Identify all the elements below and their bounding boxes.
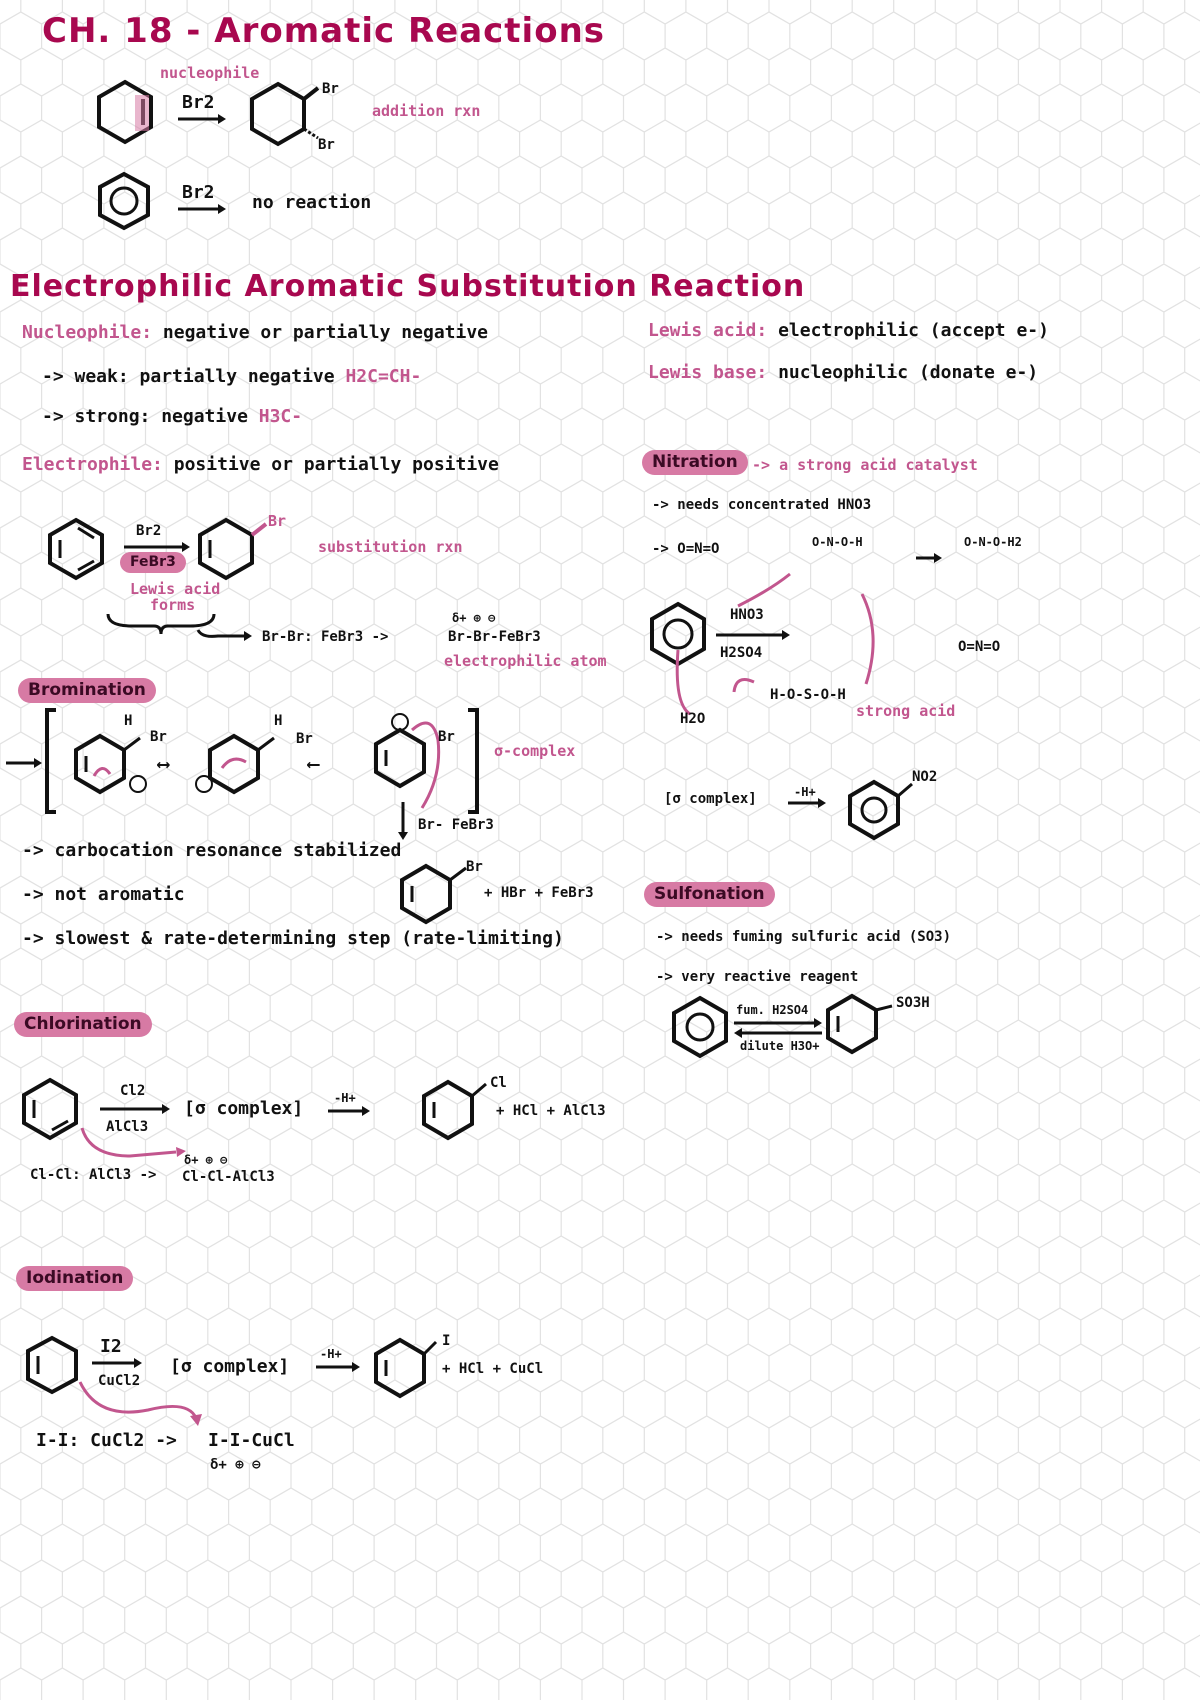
benzenesulfonic-acid-product: [824, 992, 904, 1058]
bromine-mechanism-text: Br-Br: FeBr3 ->: [262, 629, 389, 645]
chlorination-complex: Cl-Cl-AlCl3: [182, 1169, 275, 1185]
product-br-top: Br: [322, 81, 339, 97]
sulfuric-acid-sketch: H-O-S-O-H: [770, 687, 846, 703]
benzene-ring: [48, 518, 110, 582]
lewis-acid-note2: forms: [150, 596, 196, 614]
product-br-label: Br: [268, 512, 287, 530]
iodination-sigma: [σ complex]: [170, 1356, 290, 1377]
sigma-complex-resonance-3: [372, 716, 468, 796]
benzene-ring: [22, 1078, 84, 1142]
iodination-curved-arrow: [78, 1380, 208, 1430]
weak-example: H2C=CH-: [345, 366, 422, 387]
iodo-group: I: [442, 1333, 451, 1349]
chlorination-label: Chlorination: [14, 1012, 152, 1037]
bromine-complex: Br-Br-FeBr3: [448, 629, 541, 645]
addition-rxn-note: addition rxn: [372, 102, 481, 120]
chlorination-reagent-top: Cl2: [120, 1083, 146, 1099]
arrow-icon: [92, 1358, 142, 1368]
arrow-icon: [328, 1106, 370, 1116]
arrow-icon: [178, 204, 226, 214]
bromination-final: + HBr + FeBr3: [484, 885, 594, 901]
nitration-note: -> a strong acid catalyst: [752, 456, 978, 474]
arrow-icon: [788, 798, 826, 808]
lewis-base-def: nucleophilic (donate e-): [778, 362, 1039, 383]
sulfonation-bullet-1: -> needs fuming sulfuric acid (SO3): [656, 929, 952, 945]
sigma-complex-resonance-1: [72, 732, 162, 802]
chlorination-sigma: [σ complex]: [184, 1098, 304, 1119]
bromination-bullet-1: -> carbocation resonance stabilized: [22, 840, 402, 861]
right-bracket-icon: [466, 708, 480, 816]
iodination-deprot: -H+: [320, 1347, 342, 1361]
resonance-arrow-2: ⟵: [308, 754, 319, 775]
product-br-bottom: Br: [318, 137, 335, 153]
strong-label: -> strong: negative: [42, 406, 248, 427]
product-br-final: Br: [466, 859, 483, 875]
chlorination-deprot: -H+: [334, 1091, 356, 1105]
down-arrow-icon: [398, 802, 408, 840]
weak-label: -> weak: partially negative: [42, 366, 335, 387]
nitric-acid-sketch: O-N-O-H: [812, 535, 863, 549]
equilibrium-arrows-icon: [734, 1018, 824, 1038]
chlorination-curved-arrow: [80, 1126, 190, 1166]
nitro-group: NO2: [912, 769, 938, 785]
chlorination-reagent-bottom: AlCl3: [106, 1119, 149, 1135]
sulfuric-note: strong acid: [856, 702, 956, 720]
nitration-bullet-1: -> needs concentrated HNO3: [652, 497, 872, 513]
sigma-br-1: Br: [150, 729, 167, 745]
strong-example: H3C-: [258, 406, 303, 427]
electrophile-definition: [22, 456, 499, 474]
nitronium-ion: O=N=O: [958, 639, 1001, 655]
sigma-complex-note: σ-complex: [494, 742, 576, 760]
reagent-br2-second: Br2: [182, 182, 215, 203]
electrophilic-atom-note: electrophilic atom: [444, 652, 607, 670]
nucleophile-annotation: nucleophile: [160, 64, 260, 82]
iodination-final: + HCl + CuCl: [442, 1361, 544, 1377]
nitration-reagent-top: HNO3: [730, 607, 764, 623]
strong-nucleophile-line: [42, 408, 302, 426]
weak-nucleophile-line: [42, 368, 421, 386]
bromine-complex-charges: δ+ ⊕ ⊖: [452, 611, 496, 625]
nitration-deprot: -H+: [794, 785, 816, 799]
resonance-arrow-1: ⟷: [158, 754, 169, 775]
substitution-rxn-note: substitution rxn: [318, 538, 463, 556]
reagent-br2-top: Br2: [182, 92, 215, 113]
iodobenzene-product: [372, 1333, 452, 1400]
bromination-label: Bromination: [18, 678, 156, 703]
sigma-complex-resonance-2: [206, 732, 296, 802]
benzene-ring: [672, 996, 734, 1058]
bromobenzene-molecule: [198, 518, 268, 582]
iodination-reagent-top: I2: [100, 1336, 122, 1357]
sigma-h-1: H: [124, 713, 133, 729]
eas-heading: Electrophilic Aromatic Substitution Reaction: [10, 269, 806, 304]
arrow-icon: [198, 628, 254, 642]
iodination-reagent-bottom: CuCl2: [98, 1373, 141, 1389]
nitration-sigma-complex: [σ complex]: [664, 791, 757, 807]
sulfonation-forward-reagent: fum. H2SO4: [736, 1003, 809, 1017]
sigma-h-2: H: [274, 713, 283, 729]
arrow-icon: [124, 542, 190, 552]
nitration-bullet-2: -> O=N=O: [652, 541, 720, 557]
chlorobenzene-product: [420, 1078, 500, 1142]
sulfonation-label: Sulfonation: [644, 882, 775, 907]
protonated-nitric-sketch: O-N-O-H2: [964, 535, 1022, 549]
left-bracket-icon: [44, 708, 58, 816]
dibromocyclohexane-molecule: [248, 82, 318, 152]
chlorination-final: + HCl + AlCl3: [496, 1103, 606, 1119]
arrow-icon: [316, 1362, 360, 1372]
iodination-charges: δ+ ⊕ ⊖: [210, 1457, 261, 1473]
sulfonation-reverse-reagent: dilute H3O+: [740, 1039, 820, 1053]
lewis-acid-def: electrophilic (accept e-): [778, 320, 1049, 341]
lewis-acid-definition: [648, 322, 1049, 340]
sigma-br-2: Br: [296, 731, 313, 747]
nitration-label: Nitration: [642, 450, 748, 475]
bromination-bullet-2: -> not aromatic: [22, 884, 185, 905]
chlorination-charges: δ+ ⊕ ⊖: [184, 1153, 228, 1167]
benzene-ring: [98, 172, 158, 234]
chloro-group: Cl: [490, 1075, 507, 1091]
bromination-reagent-top: Br2: [136, 523, 162, 539]
lewis-base-definition: [648, 364, 1038, 382]
iodination-complex: I-I-CuCl: [208, 1430, 295, 1451]
sulfonic-group: SO3H: [896, 995, 930, 1011]
arrow-icon: [100, 1104, 170, 1114]
lewis-acid-term: Lewis acid:: [648, 320, 768, 341]
no-reaction-note: no reaction: [252, 192, 372, 213]
iodination-mechanism: I-I: CuCl2 ->: [36, 1430, 177, 1451]
arrow-icon: [178, 114, 226, 124]
water-sketch: H2O: [680, 711, 706, 727]
iodination-label: Iodination: [16, 1266, 133, 1291]
lewis-base-term: Lewis base:: [648, 362, 768, 383]
sulfonation-bullet-2: -> very reactive reagent: [656, 969, 859, 985]
bromination-reagent-bottom-pill: FeBr3: [120, 552, 186, 573]
nucleophile-definition: [22, 324, 488, 342]
page-title: CH. 18 - Aromatic Reactions: [42, 11, 606, 51]
lewis-acid-note: Lewis acid: [130, 580, 221, 598]
bromination-base: Br- FeBr3: [418, 817, 494, 833]
nucleophile-term: Nucleophile:: [22, 322, 153, 343]
nitration-reagent-bottom: H2SO4: [720, 645, 763, 661]
arrow-icon: [6, 758, 42, 768]
bromination-bullet-3: -> slowest & rate-determining step (rate-limiting): [22, 928, 564, 949]
chlorination-mechanism: Cl-Cl: AlCl3 ->: [30, 1167, 157, 1183]
cyclohexene-molecule: [95, 80, 165, 150]
electrophile-term: Electrophile:: [22, 454, 163, 475]
electrophile-def: positive or partially positive: [173, 454, 499, 475]
sigma-br-3: Br: [438, 729, 455, 745]
nucleophile-def: negative or partially negative: [162, 322, 488, 343]
benzene-ring: [26, 1336, 86, 1398]
